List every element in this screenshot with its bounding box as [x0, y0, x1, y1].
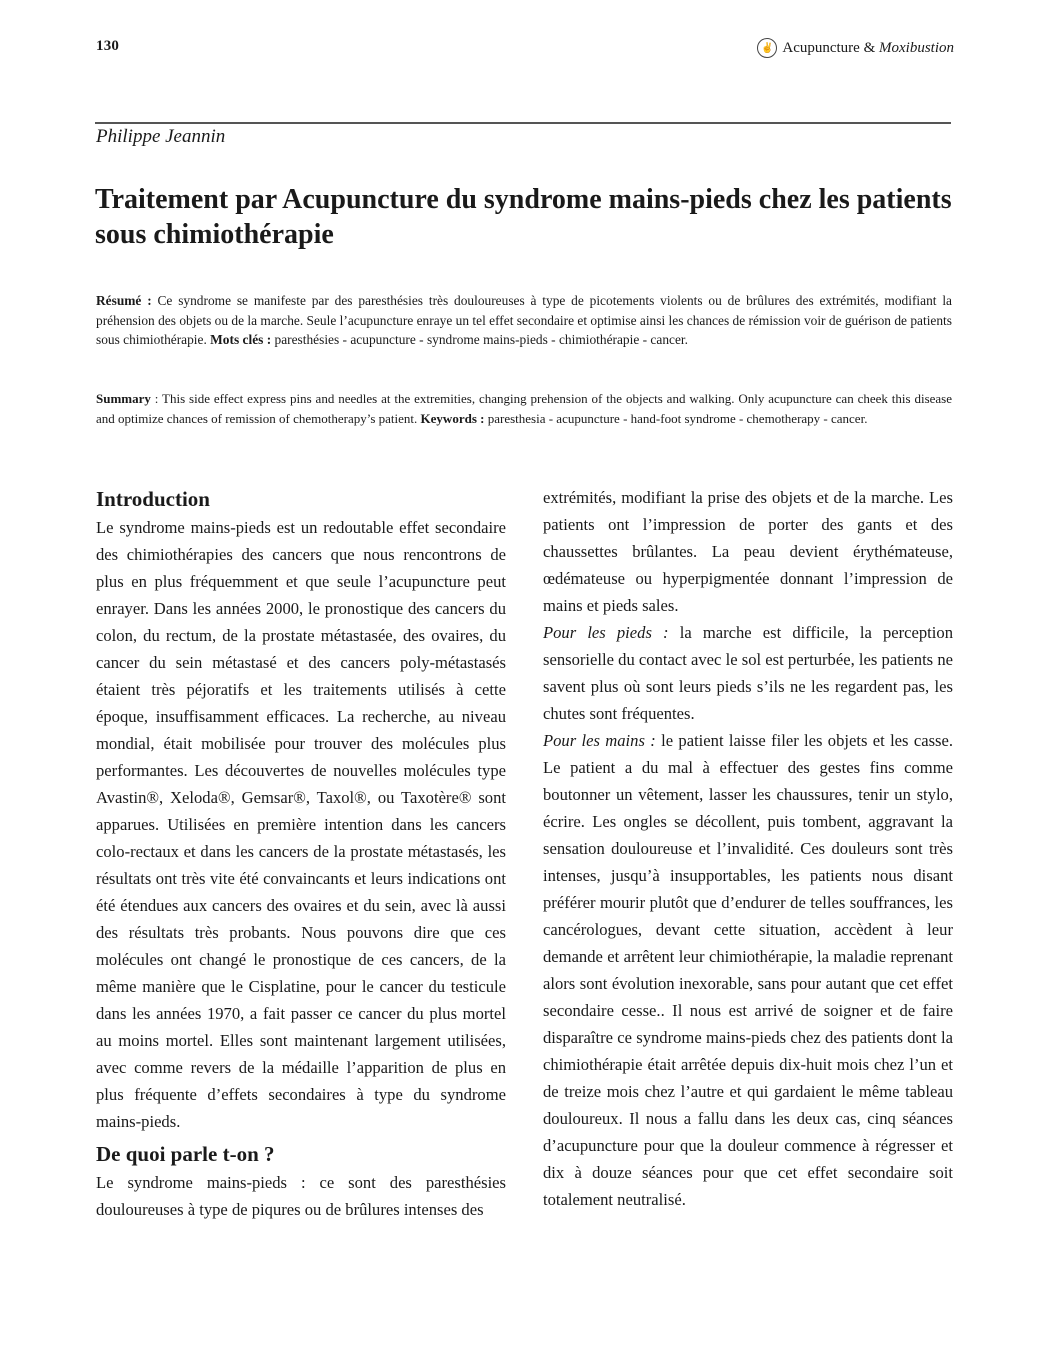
page-number: 130 — [96, 38, 120, 54]
author-name: Philippe Jeannin — [96, 126, 226, 147]
left-column — [96, 484, 506, 1223]
journal-header — [757, 38, 954, 58]
summary-abstract — [96, 389, 952, 428]
introduction-heading: Introduction — [96, 487, 210, 511]
hand-logo-icon: ✌ — [757, 38, 777, 58]
mains-paragraph — [543, 727, 953, 1213]
mots-cles-label: Mots clés : — [210, 332, 272, 347]
de-quoi-paragraph-start: Le syndrome mains-pieds : ce sont des paresthésies douloureuses à type de piqures ou de brûlures intenses des — [96, 1173, 506, 1219]
mains-label: Pour les mains : — [543, 731, 656, 750]
summary-text: : This side effect express pins and needles at the extremities, changing prehension of the objects and walking. Only acupuncture can cheek this disease and optimize chances of remission of chemotherapy’s patient. — [96, 391, 952, 426]
article-title: Traitement par Acupuncture du syndrome mains-pieds chez les patients sous chimiothérapie — [95, 184, 952, 250]
summary-label: Summary — [96, 391, 151, 406]
mains-text: le patient laisse filer les objets et les casse. Le patient a du mal à effectuer des gestes fins comme boutonner un vêtement, lasser les chaussures, tenir un stylo, écrire. Les ongles se décollent, puis tombent, aggravant la sensation douloureuse et l’invalidité. Ces douleurs sont très intenses, jusqu’à insupportables, les patients nous disant préférer mourir plutôt que d’endurer de telles souffrances, les cancérologues, devant cette situation, accèdent à leur demande et arrêtent leur chimiothérapie, la maladie reprenant alors sont évolution inexorable, sans pour autant que cet effet secondaire cesse.. Il nous est arrivé de soigner et de faire disparaître ce syndrome mains-pieds chez des patients dont la chimiothérapie était arrêtée depuis dix-huit mois chez l’un et de treize mois chez l’autre et qui gardaient le même tableau douloureux. Il nous a fallu dans les deux cas, cinq séances d’acupuncture pour que la douleur commence à régresser et dix à douze séances pour que cet effet secondaire soit totalement neutralisé. — [543, 731, 953, 1209]
right-column — [543, 484, 953, 1213]
resume-text: Ce syndrome se manifeste par des paresthésies très douloureuses à type de picotements violents ou de brûlures des extrémités, modifiant la préhension des objets ou de la marche. Seule l’acupuncture enraye un tel effet secondaire et optimise ainsi les chances de rémission voir de guérison de patients sous chimiothérapie. — [96, 293, 952, 347]
keywords-label: Keywords : — [420, 410, 485, 426]
pieds-label: Pour les pieds : — [543, 623, 669, 642]
journal-name: Acupuncture & Moxibustion — [782, 39, 954, 56]
mots-cles-text: paresthésies - acupuncture - syndrome mains-pieds - chimiothérapie - cancer. — [271, 332, 688, 347]
keywords-text: paresthesia - acupuncture - hand-foot syndrome - chemotherapy - cancer. — [484, 410, 868, 426]
header-divider — [95, 122, 951, 124]
pieds-paragraph — [543, 619, 953, 727]
introduction-paragraph: Le syndrome mains-pieds est un redoutable effet secondaire des chimiothérapies des cancers que nous rencontrons de plus en plus fréquemment et que seule l’acupuncture peut enrayer. Dans les années 2000, le pronostique des cancers du colon, du rectum, de la prostate métastasée, des ovaires, du cancer du sein métastasé et des cancers poly-métastasés étaient très péjoratifs et les traitements utilisés à cette époque, insuffisamment efficaces. La recherche, au niveau mondial, était mobilisée pour trouver des molécules plus performantes. Les découvertes de nouvelles molécules type Avastin®, Xeloda®, Gemsar®, Taxol®, ou Taxotère® sont apparues. Utilisées en première intention dans les cancers colo-rectaux et dans les cancers de la prostate métastasés, les résultats ont très vite été convaincants et leurs indications ont été étendues aux cancers des ovaires et du sein, avec là aussi des résultats très probants. Nous pouvons dire que ces molécules ont changé le pronostique de ces cancers, de la même manière que le Cisplatine, pour le cancer du testicule dans les années 1970, a fait passer ce cancer du plus mortel au moins mortel. Elles sont maintenant largement utilisées, avec comme revers de la médaille l’apparition de plus en plus fréquente d’effets secondaires à type du syndrome mains-pieds. — [96, 518, 506, 1131]
de-quoi-paragraph-continued: extrémités, modifiant la prise des objets et de la marche. Les patients ont l’impression de porter des gants et des chaussettes brûlantes. La peau devient érythémateuse, œdémateuse ou hyperpigmentée donnant l’impression de mains et pieds sales. — [543, 488, 953, 615]
pieds-text: la marche est difficile, la perception sensorielle du contact avec le sol est perturbée, les patients ne savent plus où sont leurs pieds s’ils ne les regardent pas, les chutes sont fréquentes. — [543, 623, 953, 723]
resume-abstract — [96, 291, 952, 350]
resume-label: Résumé : — [96, 293, 152, 308]
de-quoi-heading: De quoi parle t-on ? — [96, 1142, 275, 1166]
